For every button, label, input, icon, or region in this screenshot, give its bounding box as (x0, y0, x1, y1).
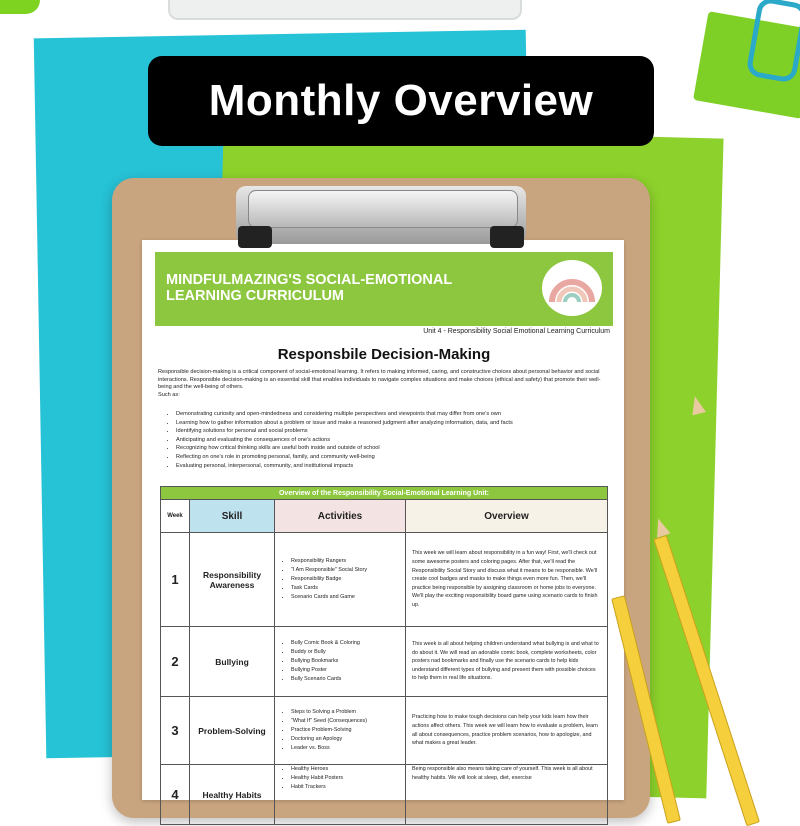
table-row (161, 627, 608, 697)
skill-name: Problem-Solving (190, 697, 275, 765)
activity-item: • "I Am Responsible" Social Story (291, 566, 405, 575)
list-item: • Evaluating personal, interpersonal, community, and institutional impacts (176, 462, 621, 471)
table-row (161, 765, 608, 825)
intro-text: Responsible decision-making is a critical component of social-emotional learning. It refers to making informed, caring, and constructive choices about personal behavior and social interactions. Responsible decision-making is an essential skill that enables individuals to navigate complex situations and make choices (ethical and safety) that promote their well-being and the well-being of others. (158, 369, 601, 391)
activity-item: • Bullying Bookmarks (291, 657, 405, 666)
activities-cell (275, 697, 406, 765)
overview-cell: This week we will learn about responsibility in a fun way! First, we'll check out some awesome posters and coloring pages. After that, we'll read the Responsibility Social Story and discuss what it means to be responsible. We'll create cool badges and masks to make things even more fun. Then, we'll practice being responsible by assigning classroom or home jobs to everyone. We'll play the exciting responsibility board game using scenario cards to finish up. (406, 533, 608, 627)
activities-cell (275, 627, 406, 697)
unit-overview-table (160, 486, 608, 825)
banner-title: MINDFULMAZING'S SOCIAL-EMOTIONAL LEARNING CURRICULUM (166, 272, 452, 304)
activity-item: • Healthy Heroes (291, 765, 405, 774)
column-header-activities: Activities (275, 500, 406, 533)
week-number: 2 (161, 627, 190, 697)
activity-item: • Buddy or Bully (291, 648, 405, 657)
list-item: • Demonstrating curiosity and open-mindedness and considering multiple perspectives and viewpoints that may differ from one's own (176, 410, 621, 419)
week-number: 1 (161, 533, 190, 627)
table-caption: Overview of the Responsibility Social-Emotional Learning Unit: (161, 487, 608, 500)
activity-item: • Scenario Cards and Game (291, 593, 405, 602)
document-heading: Responsbile Decision-Making (277, 346, 491, 363)
activity-item: • Doctoring an Apology (291, 735, 405, 744)
table-row (161, 697, 608, 765)
column-header-week: Week (161, 500, 190, 533)
clip-ring-right (490, 226, 524, 248)
list-item: • Learning how to gather information about a problem or issue and make a reasoned judgment after analyzing information, data, and facts (176, 419, 621, 428)
notebook-ring (745, 0, 800, 84)
rainbow-logo-icon (540, 258, 604, 318)
list-item: • Recognizing how critical thinking skills are useful both inside and outside of school (176, 444, 621, 453)
unit-subtitle: Unit 4 - Responsibility Social Emotional Learning Curriculum (423, 328, 610, 335)
list-item: • Anticipating and evaluating the consequences of one's actions (176, 436, 621, 445)
activity-item: • Steps to Solving a Problem (291, 708, 405, 717)
page-title: Monthly Overview (208, 76, 594, 125)
container-edge (168, 0, 522, 20)
list-item: • Reflecting on one's role in promoting personal, family, and community well-being (176, 453, 621, 462)
activity-item: • "What If" Seed (Consequences) (291, 717, 405, 726)
green-object-corner (0, 0, 40, 14)
activity-item: • Habit Trackers (291, 783, 405, 792)
clip-ring-left (238, 226, 272, 248)
column-header-overview: Overview (406, 500, 608, 533)
activity-item: • Bullying Poster (291, 666, 405, 675)
activity-item: • Responsibility Badge (291, 575, 405, 584)
skill-name: Bullying (190, 627, 275, 697)
such-as-label: Such as: (158, 391, 180, 398)
column-header-skill: Skill (190, 500, 275, 533)
activity-item: • Responsibility Rangers (291, 557, 405, 566)
list-item: • Identifying solutions for personal and social problems (176, 427, 621, 436)
activity-item: • Leader vs. Boss (291, 744, 405, 753)
intro-paragraph (158, 369, 613, 399)
activity-item: • Healthy Habit Posters (291, 774, 405, 783)
competency-list (168, 410, 621, 470)
week-number: 3 (161, 697, 190, 765)
skill-name: Responsibility Awareness (190, 533, 275, 627)
week-number: 4 (161, 765, 190, 825)
title-banner (148, 56, 654, 146)
overview-cell: Practicing how to make tough decisions can help your kids learn how their actions affect others. This week we will learn how to evaluate a problem, learn all about consequences, practice problem scenarios, how to apologize, and what makes a great leader. (406, 697, 608, 765)
table-row (161, 533, 608, 627)
activity-item: • Task Cards (291, 584, 405, 593)
overview-cell: This week is all about helping children understand what bullying is and what to do about it. We will read an adorable comic book, complete worksheets, color posters nad bookmarks and finally use the scenario cards to help kids understand different types of bullying and present them with possible choices to help them in real life situations. (406, 627, 608, 697)
activities-cell (275, 533, 406, 627)
skill-name: Healthy Habits (190, 765, 275, 825)
activity-item: • Practice Problem-Solving (291, 726, 405, 735)
overview-cell: Being responsible also means taking care of yourself. This week is all about healthy habits. We will look at sleep, diet, exercise (406, 765, 608, 825)
activity-item: • Bully Scenario Cards (291, 675, 405, 684)
activity-item: • Bully Comic Book & Coloring (291, 639, 405, 648)
activities-cell (275, 765, 406, 825)
clipboard-clip-top (248, 190, 518, 228)
